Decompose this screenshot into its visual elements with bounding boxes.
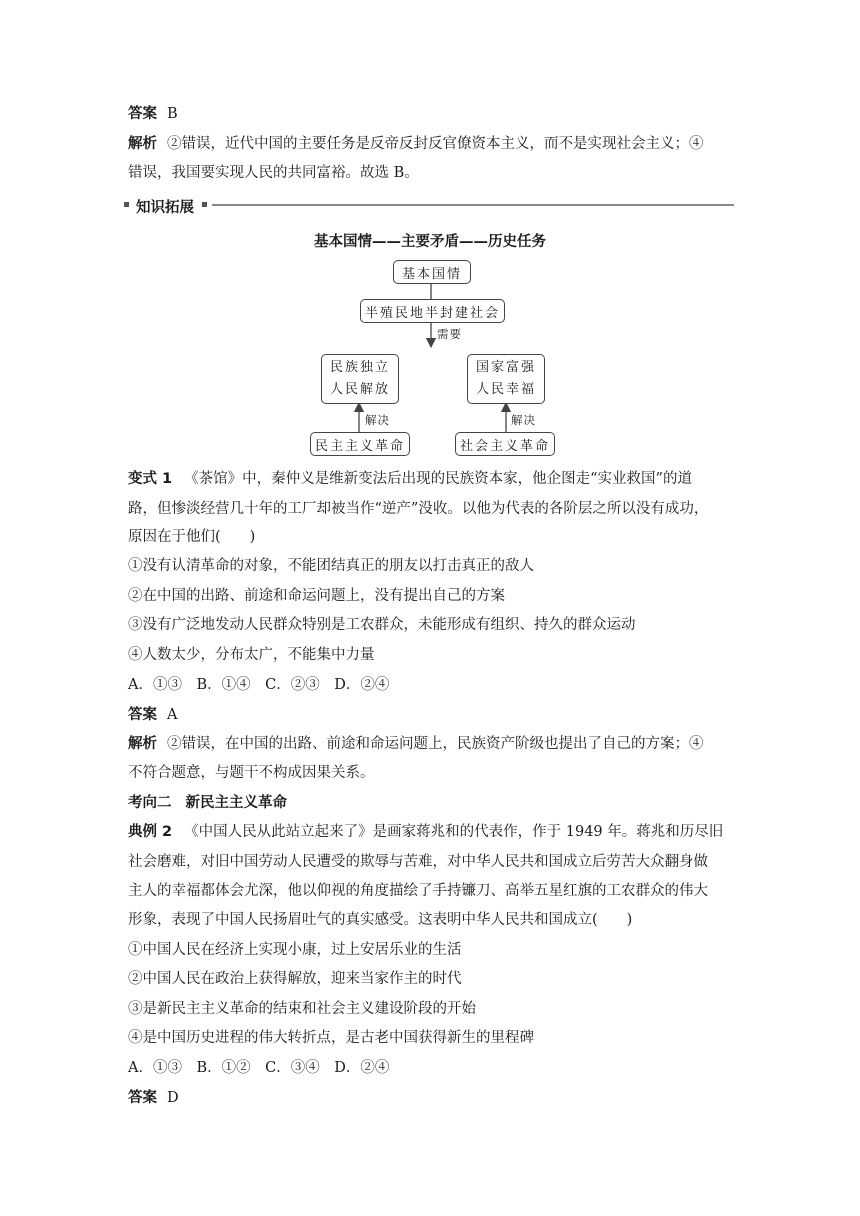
- label-solve-left: 解决: [365, 413, 390, 427]
- variant-option-2: ②在中国的出路、前途和命运问题上，没有提出自己的方案: [128, 588, 505, 604]
- example-text-1: 《中国人民从此站立起来了》是画家蒋兆和的代表作，作于 1949 年。蒋兆和历尽旧: [184, 824, 724, 840]
- example-choices: A．①③ B．①② C．③④ D．②④: [128, 1060, 390, 1076]
- analysis2-line-1: [128, 734, 734, 754]
- analysis2-label: 解析: [128, 736, 157, 752]
- example-line-4: 形象，表现了中国人民扬眉吐气的真实感受。这表明中华人民共和国成立( ): [128, 912, 633, 928]
- node-basic-condition: 基本国情: [393, 260, 471, 284]
- variant-line-2: 路，但惨淡经营几十年的工厂却被当作“逆产”没收。以他为代表的各阶层之所以没有成功，: [128, 501, 709, 517]
- variant-choices: A．①③ B．①④ C．②③ D．②④: [128, 677, 390, 693]
- analysis-label: 解析: [128, 136, 157, 152]
- diagram-connectors: [0, 0, 860, 480]
- analysis2-line-2: 不符合题意，与题干不构成因果关系。: [128, 765, 375, 781]
- variant-option-4: ④人数太少，分布太广，不能集中力量: [128, 647, 375, 663]
- node-semi-colonial-society: 半殖民地半封建社会: [360, 299, 505, 323]
- variant-line-3: 原因在于他们( ): [128, 529, 256, 545]
- example-option-1: ①中国人民在经济上实现小康，过上安居乐业的生活: [128, 942, 462, 958]
- variant-line-1: [128, 469, 734, 489]
- variant-option-1: ①没有认清革命的对象，不能团结真正的朋友以打击真正的敌人: [128, 558, 534, 574]
- label-solve-right: 解决: [511, 413, 536, 427]
- label-need: 需要: [437, 327, 462, 341]
- variant-text-1: 《茶馆》中，秦仲义是维新变法后出现的民族资本家，他企图走“实业救国”的道: [184, 471, 692, 487]
- example-label: 典例 2: [128, 824, 173, 840]
- example-line-2: 社会磨难，对旧中国劳动人民遭受的欺辱与苦难，对中华人民共和国成立后劳苦大众翻身做: [128, 854, 708, 870]
- direction-title: 新民主主义革命: [185, 795, 287, 811]
- left-goal-line-1: 民族独立: [329, 360, 390, 375]
- example-option-3: ③是新民主主义革命的结束和社会主义建设阶段的开始: [128, 1001, 476, 1017]
- answer-label-2: 答案: [128, 707, 157, 723]
- analysis-line-2: 错误，我国要实现人民的共同富裕。故选 B。: [128, 165, 419, 181]
- direction-label: 考向二: [128, 795, 172, 811]
- section-title: 知识拓展: [136, 200, 194, 216]
- example-option-2: ②中国人民在政治上获得解放，迎来当家作主的时代: [128, 971, 462, 987]
- variant-label: 变式 1: [128, 471, 173, 487]
- answer-label: 答案: [128, 106, 157, 122]
- node-right-goal: [467, 354, 545, 404]
- example-line-1: [128, 822, 734, 842]
- direction-heading: [128, 793, 734, 813]
- answer-line-2: [128, 705, 734, 725]
- diagram-title: 基本国情——主要矛盾——历史任务: [314, 234, 546, 250]
- answer-label-3: 答案: [128, 1090, 157, 1106]
- right-goal-line-1: 国家富强: [475, 360, 536, 375]
- node-democratic-revolution: 民主主义革命: [310, 432, 410, 456]
- analysis2-text: ②错误，在中国的出路、前途和命运问题上，民族资产阶级也提出了自己的方案；④: [167, 736, 704, 752]
- right-goal-line-2: 人民幸福: [475, 382, 536, 397]
- example-option-4: ④是中国历史进程的伟大转折点，是古老中国获得新生的里程碑: [128, 1030, 534, 1046]
- analysis-text: ②错误，近代中国的主要任务是反帝反封反官僚资本主义，而不是实现社会主义；④: [167, 136, 704, 152]
- answer-value-2: A: [167, 707, 178, 723]
- node-left-goal: [321, 354, 399, 404]
- example-line-3: 主人的幸福都体会尤深，他以仰视的角度描绘了手持镰刀、高举五星红旗的工农群众的伟大: [128, 883, 708, 899]
- left-goal-line-2: 人民解放: [329, 382, 390, 397]
- answer-value-3: D: [167, 1090, 179, 1106]
- node-socialist-revolution: 社会主义革命: [455, 432, 555, 456]
- answer-value: B: [167, 106, 178, 122]
- variant-option-3: ③没有广泛地发动人民群众特别是工农群众，未能形成有组织、持久的群众运动: [128, 617, 636, 633]
- answer-line-3: [128, 1088, 734, 1108]
